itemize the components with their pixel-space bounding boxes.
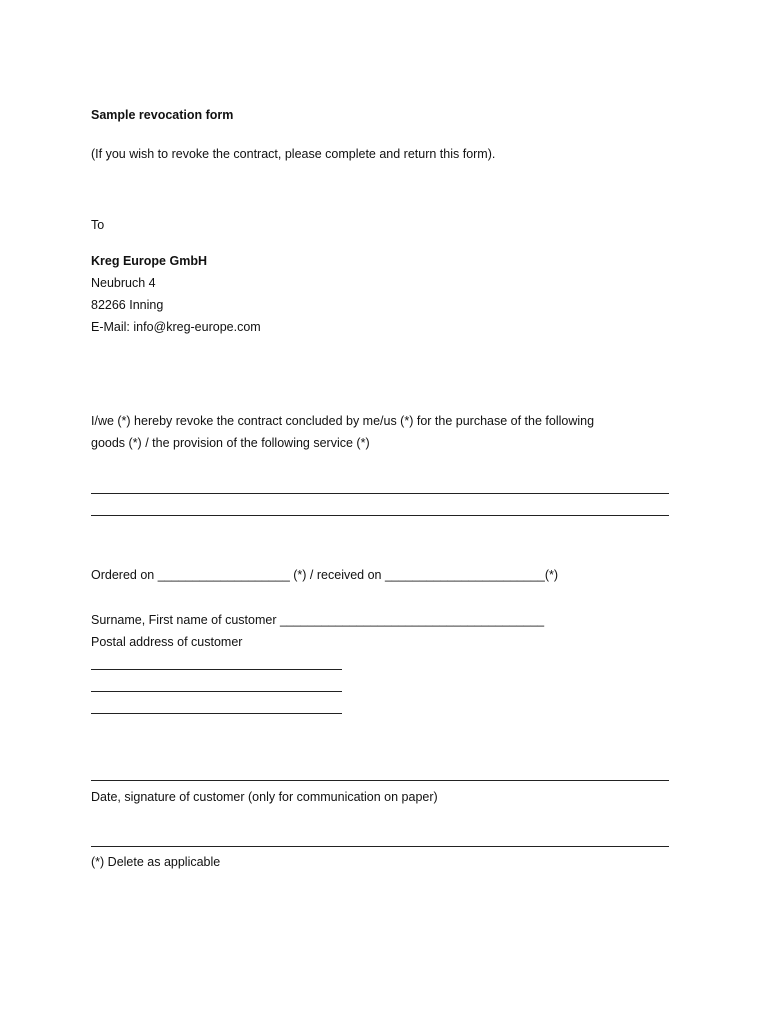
recipient-city: 82266 Inning: [91, 298, 164, 312]
footnote: (*) Delete as applicable: [91, 855, 221, 869]
revocation-statement-line-2: goods (*) / the provision of the following service (*): [91, 436, 370, 450]
footnote-line: [91, 846, 669, 847]
signature-line[interactable]: [91, 780, 669, 781]
postal-address-line-1[interactable]: [91, 669, 342, 670]
ordered-received-line[interactable]: Ordered on ___________________ (*) / received on _______________________(*): [91, 568, 559, 582]
date-signature-label: Date, signature of customer (only for communication on paper): [91, 790, 438, 804]
goods-entry-line-1[interactable]: [91, 493, 669, 494]
recipient-street: Neubruch 4: [91, 276, 156, 290]
recipient-email: E-Mail: info@kreg-europe.com: [91, 320, 261, 334]
customer-name-line[interactable]: Surname, First name of customer ______________________________________: [91, 613, 545, 627]
form-title: Sample revocation form: [91, 108, 234, 122]
to-label: To: [91, 218, 105, 232]
form-instruction: (If you wish to revoke the contract, please complete and return this form).: [91, 147, 496, 161]
revocation-statement-line-1: I/we (*) hereby revoke the contract concluded by me/us (*) for the purchase of the following: [91, 414, 595, 428]
postal-address-label: Postal address of customer: [91, 635, 243, 649]
postal-address-line-2[interactable]: [91, 691, 342, 692]
goods-entry-line-2[interactable]: [91, 515, 669, 516]
postal-address-line-3[interactable]: [91, 713, 342, 714]
recipient-company: Kreg Europe GmbH: [91, 254, 207, 268]
